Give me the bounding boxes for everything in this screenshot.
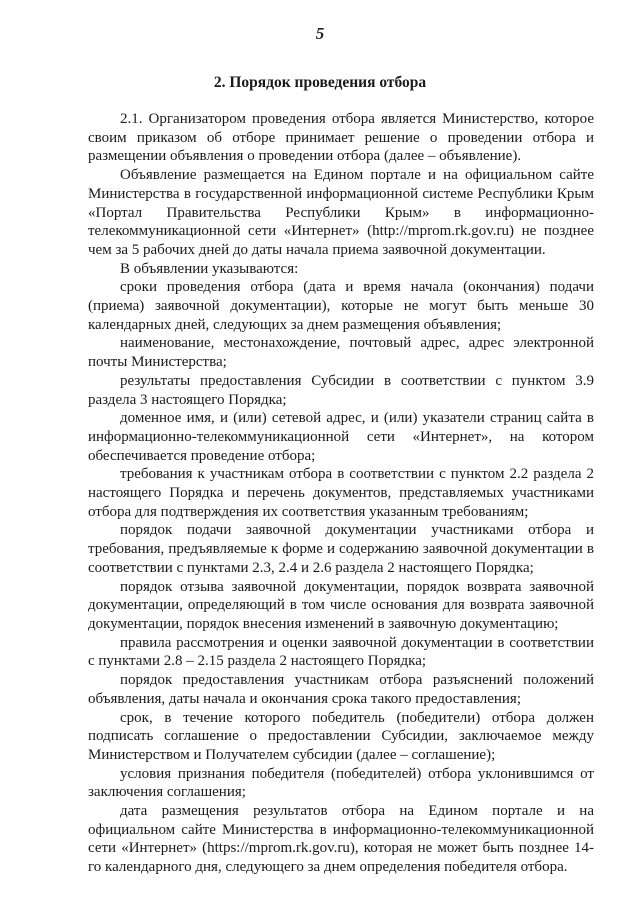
- paragraph-announcement-contents-intro: В объявлении указываются:: [120, 260, 299, 277]
- paragraph-participant-requirements: требования к участникам отбора в соответствии с пунктом 2.2 раздела 2 настоящего Порядка и перечень документов, представляемых участниками отбора для подтверждения их соответствия указанным требованиям;: [88, 466, 594, 520]
- page-number: 5: [315, 24, 325, 43]
- paragraph-results-publication: дата размещения результатов отбора на Едином портале и на официальном сайте Министерства в информационно-телекоммуникационной сети «Интернет» (https://mprom.rk.gov.ru), которая не может быть позднее 14-го календарного дня, следующего за днем определения победителя отбора.: [88, 803, 594, 876]
- paragraph-subsidy-results: результаты предоставления Субсидии в соответствии с пунктом 3.9 раздела 3 настоящего Порядка;: [88, 372, 594, 408]
- paragraph-clarifications: порядок предоставления участникам отбора разъяснений положений объявления, даты начала и окончания срока такого предоставления;: [88, 672, 594, 707]
- section-body: [88, 110, 594, 877]
- section-heading: 2. Порядок проведения отбора: [213, 74, 427, 91]
- paragraph-domain-name: доменное имя, и (или) сетевой адрес, и (или) указатели страниц сайта в информационно-телекоммуникационной сети «Интернет», на котором обеспечивается проведение отбора;: [88, 410, 594, 464]
- paragraph-selection-terms: сроки проведения отбора (дата и время начала (окончания) подачи (приема) заявочной документации), которые не могут быть меньше 30 календарных дней, следующих за днем размещения объявления;: [88, 279, 594, 333]
- paragraph-evasion-conditions: условия признания победителя (победителей) отбора уклонившимся от заключения соглашения;: [88, 765, 594, 801]
- paragraph-review-rules: правила рассмотрения и оценки заявочной документации в соответствии с пунктами 2.8 – 2.15 раздела 2 настоящего Порядка;: [88, 634, 594, 670]
- paragraph-organizer: 2.1. Организатором проведения отбора является Министерство, которое своим приказом об отборе принимает решение о проведении отбора и размещении объявления о проведении отбора (далее – объявление).: [88, 111, 594, 165]
- paragraph-submission-procedure: порядок подачи заявочной документации участниками отбора и требования, предъявляемые к форме и содержанию заявочной документации в соответствии с пунктами 2.3, 2.4 и 2.6 раздела 2 настоящего Порядка;: [88, 522, 594, 576]
- paragraph-agreement-deadline: срок, в течение которого победитель (победители) отбора должен подписать соглашение о предоставлении Субсидии, заключаемое между Министерством и Получателем субсидии (далее – соглашение);: [88, 709, 594, 763]
- paragraph-announcement-placement: Объявление размещается на Едином портале и на официальном сайте Министерства в государственной информационной системе Республики Крым «Портал Правительства Республики Крым» в информационно-телекоммуникационной сети «Интернет» (http://mprom.rk.gov.ru) не позднее чем за 5 рабочих дней до даты начала приема заявочной документации.: [88, 167, 594, 258]
- paragraph-ministry-contacts: наименование, местонахождение, почтовый адрес, адрес электронной почты Министерства;: [88, 335, 594, 371]
- paragraph-withdrawal-procedure: порядок отзыва заявочной документации, порядок возврата заявочной документации, определяющий в том числе основания для возврата заявочной документации, порядок внесения изменений в заявочную документацию;: [88, 578, 594, 632]
